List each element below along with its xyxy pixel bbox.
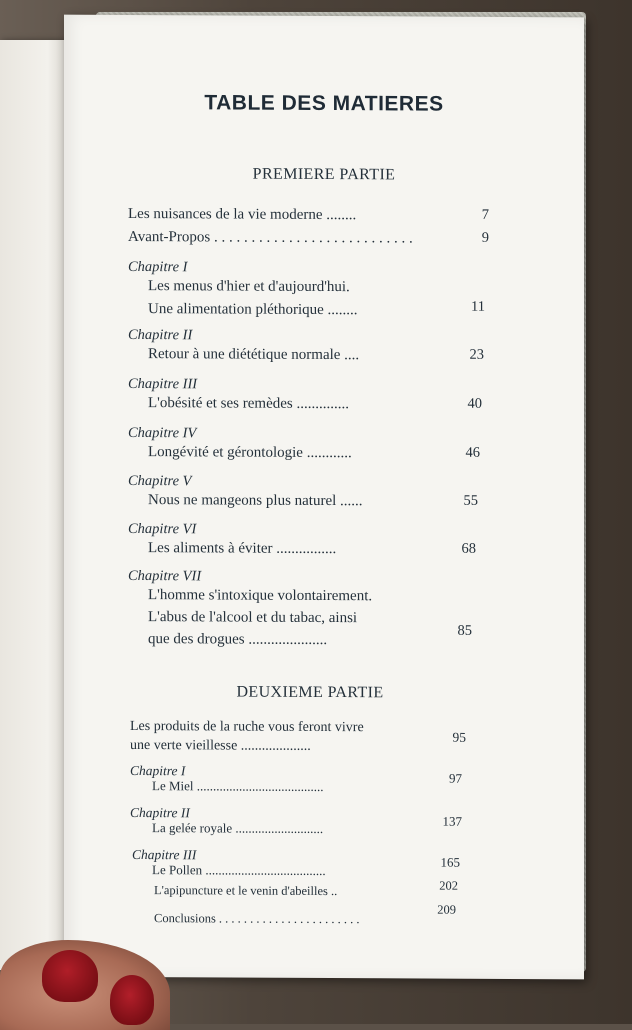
page-number: 7 — [481, 206, 489, 223]
page-number: 202 — [439, 878, 458, 893]
page-number: 46 — [465, 444, 480, 461]
toc-entry: L'obésité et ses remèdes .............. — [148, 395, 349, 413]
page-number: 97 — [449, 770, 462, 786]
chapter-label: Chapitre I — [128, 258, 188, 276]
chapter-label: Chapitre II — [130, 804, 190, 821]
toc-entry: Le Pollen ..................................... — [152, 862, 326, 879]
chapter-label: Chapitre III — [128, 375, 198, 393]
page-number: 68 — [461, 540, 476, 557]
toc-entry: Longévité et gérontologie ............ — [148, 444, 352, 462]
chapter-label: Chapitre VII — [128, 567, 202, 585]
left-page — [0, 40, 68, 970]
chapter-label: Chapitre VI — [128, 520, 197, 538]
page-number: 40 — [467, 395, 482, 412]
page-number: 137 — [442, 813, 462, 829]
toc-entry: L'apipuncture et le venin d'abeilles .. — [154, 883, 338, 899]
toc-entry: Le Miel ....................................... — [152, 778, 324, 794]
chapter-label: Chapitre IV — [128, 424, 197, 442]
page-number: 23 — [469, 346, 484, 363]
chapter-label: Chapitre II — [128, 326, 193, 344]
toc-entry: L'homme s'intoxique volontairement. L'abus de l'alcool et du tabac, ainsi que des drogues ..................... — [148, 587, 373, 649]
fingernail — [110, 975, 154, 1025]
fingernail — [42, 950, 98, 1002]
toc-entry: Les produits de la ruche vous feront vivre une verte vieillesse .................... — [130, 718, 364, 754]
page-title: TABLE DES MATIERES — [204, 91, 444, 116]
page-number: 85 — [457, 622, 472, 639]
toc-entry: Nous ne mangeons plus naturel ...... — [148, 492, 363, 510]
toc-page — [64, 15, 584, 980]
chapter-label: Chapitre V — [128, 472, 192, 490]
toc-entry: Les menus d'hier et d'aujourd'hui. Une alimentation pléthorique ........ — [148, 278, 358, 319]
toc-entry: Avant-Propos . . . . . . . . . . . . . . . . . . . . . . . . . . . — [128, 228, 413, 247]
toc-entry: Conclusions . . . . . . . . . . . . . . . . . . . . . . . — [154, 911, 360, 927]
toc-entry: Retour à une diététique normale .... — [148, 346, 360, 364]
chapter-label: Chapitre I — [130, 762, 186, 779]
page-number: 11 — [471, 298, 485, 315]
page-number: 55 — [463, 492, 478, 509]
toc-entry: Les nuisances de la vie moderne ........ — [128, 205, 357, 224]
part-heading-2: DEUXIEME PARTIE — [236, 683, 384, 702]
toc-entry: La gelée royale ........................... — [152, 820, 324, 836]
page-number: 209 — [437, 902, 456, 917]
part-heading-1: PREMIERE PARTIE — [252, 165, 396, 184]
toc-entry: Les aliments à éviter ................ — [148, 540, 337, 558]
page-number: 9 — [481, 229, 489, 246]
page-number: 95 — [452, 729, 466, 745]
page-number: 165 — [440, 854, 460, 870]
chapter-label: Chapitre III — [132, 846, 197, 863]
